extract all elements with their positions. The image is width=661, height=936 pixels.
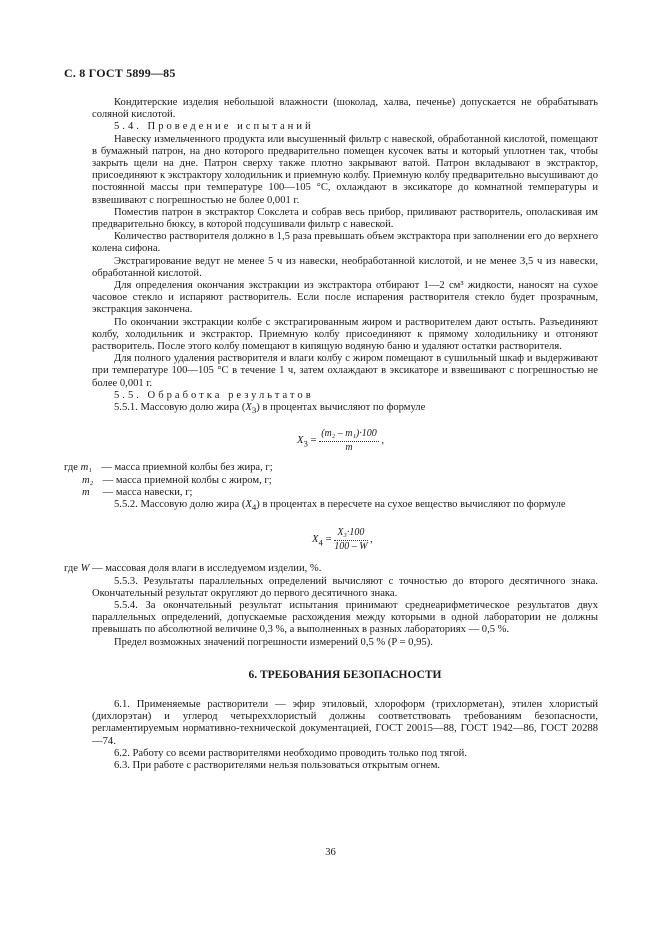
paragraph-5-4-3: Количество растворителя должно в 1,5 раза превышать объем экстрактора при заполнении его до верхнего колена сифона. [92,231,598,255]
page-content [64,97,598,772]
paragraph-intro: Кондитерские изделия небольшой влажности (шоколад, халва, печенье) допускается не обрабатывать соляной кислотой. [92,97,598,121]
paragraph-6-2: 6.2. Работу со всеми растворителями необходимо проводить только под тягой. [114,747,467,759]
paragraph-5-4-4: Экстрагирование ведут не менее 5 ч из навески, необработанной кислотой, и не менее 3,5 ч из навески, обработанной кислотой. [92,255,598,279]
section-5-5-title: 5.5. Обработка результатов [114,389,314,401]
paragraph-5-5-1: 5.5.1. Массовую долю жира $(X_3)$ в процентах вычисляют по формуле [114,402,426,416]
paragraph-5-5-3: 5.5.3. Результаты параллельных определений вычисляют с точностью до второго десятичного знака. Окончательный результат округляют до первого десятичного знака. [92,575,598,599]
fraction-x4: $\frac{\text{X₃·100}}{100 - W}$ [334,527,368,552]
formula-definition-w: где W — массовая доля влаги в исследуемом изделии, %. [64,563,322,575]
definition-m: m — масса навески, г; [82,486,193,498]
paragraph-5-4-7: Для полного удаления растворителя и влаги колбу с жиром помещают в сушильный шкаф и выдерживают при температуре 100—105 °С в течение 1 ч, затем охлаждают в эксикаторе и взвешивают с погрешностью не более 0,001 г. [92,353,598,389]
definition-m2: m₂ — масса приемной колбы с жиром, г; [82,474,272,486]
paragraph-5-4-6: По окончании экстракции колбе с экстрагированным жиром и растворителем дают остыть. Разъединяют колбу, холодильник и экстрактор. Приемную колбу присоединяют к прямому холодильнику и отгоняют растворитель. После этого колбу помещают в кипящую водяную баню и удаляют остатки растворителя. [92,316,598,353]
paragraph-6-3: 6.3. При работе с растворителями нельзя пользоваться открытым огнем. [114,759,441,771]
fraction-x3: $\frac{\text{(m₂ – m₁)·100}}{m}$ [321,428,377,453]
paragraph-5-4-5: Для определения окончания экстракции из экстрактора отбирают 1—2 см³ жидкости, наносят на сухое часовое стекло и испаряют растворитель. Если после испарения растворителя стекло будет прозрачным, экстракция закончена. [92,280,598,316]
formula-definitions [64,462,598,499]
paragraph-error-limit: Предел возможных значений погрешности измерений 0,5 % (P = 0,95). [114,636,433,648]
paragraph-6-1: 6.1. Применяемые растворители — эфир этиловый, хлороформ (трихлорметан), этилен хлористый (дихлорэтан) и углерод четыреххлористый должны соответствовать требованиям безопасности, регламентируемым нормативно-технической документацией, ГОСТ 20015—88, ГОСТ 1942—86, ГОСТ 20288—74. [92,698,598,747]
section-5-4-title: 5.4. Проведение испытаний [114,121,314,133]
formula-x4: $X_4$ = $\frac{\text{X₃·100}}{100 - W}$ , [312,527,373,552]
page-number: 36 [325,847,336,858]
page-header: С. 8 ГОСТ 5899—85 [64,66,176,80]
definition-m1: где m₁ — масса приемной колбы без жира, г; [64,462,273,474]
paragraph-5-4-2: Поместив патрон в экстрактор Сокслета и собрав весь прибор, приливают растворитель, ополаскивая им предварительно бюксу, в которой подсушивали фильтр с навеской. [92,206,598,231]
paragraph-5-5-2: 5.5.2. Массовую долю жира $(X_4)$ в процентах в пересчете на сухое вещество вычисляют по формуле [114,499,566,513]
paragraph-5-5-4: 5.5.4. За окончательный результат испытания принимают среднеарифметическое результатов двух параллельных определений, допускаемые расхождения между которыми в одной лаборатории не должны превышать по абсолютной величине 0,3 %, а выполненных в разных лабораториях — 0,5 %. [92,599,598,636]
section-6-title: 6. ТРЕБОВАНИЯ БЕЗОПАСНОСТИ [248,668,442,681]
paragraph-5-4-1: Навеску измельченного продукта или высушенный фильтр с навеской, обработанной кислотой, помещают в бумажный патрон, на дно которого предварительно помещен кусочек ваты и который уплотнен так, чтобы закрыть щели на дне. Патрон сверху также плотно закрывают ватой. Патрон вкладывают в экстрактор, присоединяют к экстрактору холодильник и приемную колбу. Приемную колбу предварительно высушивают до постоянной массы при температуре 100—105 °С, охлаждают в эксикаторе до комнатной температуры и взвешивают с погрешностью не более 0,001 г. [92,133,598,206]
formula-x3: $X_3$ = $\frac{\text{(m₂ – m₁)·100}}{m}$ , [297,428,385,453]
